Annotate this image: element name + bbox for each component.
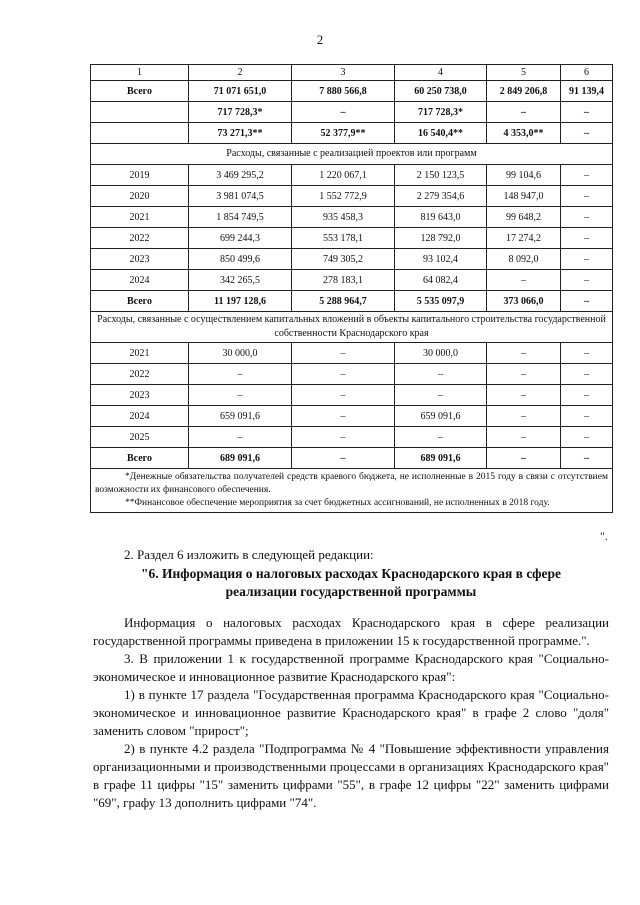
table-cell: 1 854 749,5	[189, 207, 292, 228]
table-cell: 373 066,0	[487, 291, 561, 312]
table-row	[91, 186, 613, 207]
table-cell: 2020	[91, 186, 189, 207]
table-cell: 91 139,4	[561, 81, 613, 102]
table-cell: 1 220 067,1	[292, 165, 395, 186]
table-cell: 148 947,0	[487, 186, 561, 207]
table-cell: –	[487, 385, 561, 406]
table-row	[91, 448, 613, 469]
table-row	[91, 291, 613, 312]
table-cell: Всего	[91, 291, 189, 312]
table-cell: –	[561, 448, 613, 469]
table-cell: –	[292, 427, 395, 448]
table-cell: 7 880 566,8	[292, 81, 395, 102]
table-cell: 2024	[91, 406, 189, 427]
section-title-row	[91, 312, 613, 343]
table-cell: 342 265,5	[189, 270, 292, 291]
table-cell: 2021	[91, 207, 189, 228]
table-row	[91, 406, 613, 427]
table-cell: –	[487, 364, 561, 385]
table-cell: –	[561, 406, 613, 427]
table-cell: 2022	[91, 228, 189, 249]
table-cell: –	[292, 343, 395, 364]
table-cell: 699 244,3	[189, 228, 292, 249]
table-cell: –	[561, 343, 613, 364]
table-cell: 52 377,9**	[292, 123, 395, 144]
table-row	[91, 165, 613, 186]
table-row	[91, 228, 613, 249]
table-cell: 2019	[91, 165, 189, 186]
page-number: 2	[316, 32, 324, 47]
table-cell: Всего	[91, 448, 189, 469]
table-cell: –	[189, 385, 292, 406]
table-cell: 2 279 354,6	[395, 186, 487, 207]
table-cell: –	[561, 123, 613, 144]
table-cell: –	[292, 385, 395, 406]
column-number: 1	[91, 65, 189, 81]
item-3-text: 3. В приложении 1 к государственной программе Краснодарского края "Социально-экономическое и инновационное развитие Краснодарского края":	[93, 651, 609, 684]
table-cell: –	[395, 364, 487, 385]
table-row	[91, 385, 613, 406]
table-cell: –	[487, 427, 561, 448]
table-cell: 2022	[91, 364, 189, 385]
total-row	[91, 102, 613, 123]
table-cell: 30 000,0	[395, 343, 487, 364]
section-title: Расходы, связанные с осуществлением капитальных вложений в объекты капитального строительства государственной собственности Краснодарского края	[91, 312, 613, 343]
table-cell: –	[487, 406, 561, 427]
table-cell: 689 091,6	[189, 448, 292, 469]
budget-table	[90, 64, 613, 513]
table-cell: –	[292, 448, 395, 469]
table-cell: 5 288 964,7	[292, 291, 395, 312]
table-row	[91, 249, 613, 270]
section-title: Расходы, связанные с реализацией проектов или программ	[91, 144, 613, 165]
closing-quote: ".	[600, 529, 608, 543]
table-cell: 2023	[91, 249, 189, 270]
table-cell: –	[561, 249, 613, 270]
table-cell: –	[292, 364, 395, 385]
table-cell: –	[561, 270, 613, 291]
table-cell: 850 499,6	[189, 249, 292, 270]
table-cell: 2 150 123,5	[395, 165, 487, 186]
table-cell: –	[487, 448, 561, 469]
table-cell: 8 092,0	[487, 249, 561, 270]
footnote: *Денежные обязательства получателей средств краевого бюджета, не исполненные в 2015 году в связи с отсутствием возможности их финансового обеспечения.	[95, 472, 608, 495]
table-cell: –	[395, 427, 487, 448]
table-cell: –	[561, 165, 613, 186]
footnote-row	[91, 469, 613, 513]
table-row	[91, 207, 613, 228]
table-cell: 60 250 738,0	[395, 81, 487, 102]
table-cell: 2023	[91, 385, 189, 406]
column-number: 6	[561, 65, 613, 81]
table-cell: 2024	[91, 270, 189, 291]
table-cell	[91, 123, 189, 144]
table-cell: –	[561, 228, 613, 249]
item-2-text: 2. Раздел 6 изложить в следующей редакции:	[124, 547, 374, 562]
table-cell: 749 305,2	[292, 249, 395, 270]
table-cell: 99 104,6	[487, 165, 561, 186]
table-row	[91, 270, 613, 291]
table-cell: Всего	[91, 81, 189, 102]
table-cell: –	[189, 364, 292, 385]
table-cell: –	[395, 385, 487, 406]
table-header-row	[91, 65, 613, 81]
section-title-row	[91, 144, 613, 165]
table-cell: 717 728,3*	[189, 102, 292, 123]
table-cell: 30 000,0	[189, 343, 292, 364]
table-cell: 17 274,2	[487, 228, 561, 249]
info-paragraph: Информация о налоговых расходах Краснодарского края в сфере реализации государственной программы приведена в приложении 15 к государственной программе.".	[93, 615, 609, 648]
table-cell: 5 535 097,9	[395, 291, 487, 312]
table-cell: 278 183,1	[292, 270, 395, 291]
footnote: **Финансовое обеспечение мероприятия за счет бюджетных ассигнований, не исполненных в 2018 году.	[125, 498, 550, 508]
table-cell: 11 197 128,6	[189, 291, 292, 312]
table-cell: –	[487, 343, 561, 364]
table-cell: 2025	[91, 427, 189, 448]
table-cell: 16 540,4**	[395, 123, 487, 144]
table-cell: 4 353,0**	[487, 123, 561, 144]
column-number: 4	[395, 65, 487, 81]
table-row	[91, 343, 613, 364]
table-cell: 2 849 206,8	[487, 81, 561, 102]
table-cell: 553 178,1	[292, 228, 395, 249]
table-cell: 3 981 074,5	[189, 186, 292, 207]
table-cell: 64 082,4	[395, 270, 487, 291]
table-cell: –	[487, 270, 561, 291]
table-cell: –	[487, 102, 561, 123]
column-number: 2	[189, 65, 292, 81]
table-cell: 689 091,6	[395, 448, 487, 469]
table-cell: 73 271,3**	[189, 123, 292, 144]
table-cell: 819 643,0	[395, 207, 487, 228]
table-cell: 3 469 295,2	[189, 165, 292, 186]
table-cell: 659 091,6	[189, 406, 292, 427]
total-row	[91, 81, 613, 102]
subitem-1-text: 1) в пункте 17 раздела "Государственная программа Краснодарского края "Социально-экономическое и инновационное развитие Краснодарского края" в графе 2 слово "доля" заменить словом "прирост";	[93, 687, 609, 738]
table-cell: 128 792,0	[395, 228, 487, 249]
table-cell: –	[561, 385, 613, 406]
table-cell: 935 458,3	[292, 207, 395, 228]
table-cell: –	[292, 406, 395, 427]
table-cell: 2021	[91, 343, 189, 364]
table-cell: 659 091,6	[395, 406, 487, 427]
column-number: 3	[292, 65, 395, 81]
table-cell: 1 552 772,9	[292, 186, 395, 207]
table-row	[91, 427, 613, 448]
table-cell: –	[561, 291, 613, 312]
footnotes-cell	[91, 469, 613, 513]
table-cell: 99 648,2	[487, 207, 561, 228]
table-cell: 71 071 651,0	[189, 81, 292, 102]
section-6-heading: "6. Информация о налоговых расходах Краснодарского края в сфере реализации государственной программы	[141, 566, 561, 599]
table-row	[91, 364, 613, 385]
table-cell: –	[561, 427, 613, 448]
table-cell: 717 728,3*	[395, 102, 487, 123]
table-cell: –	[292, 102, 395, 123]
table-cell: –	[561, 186, 613, 207]
table-cell: 93 102,4	[395, 249, 487, 270]
column-number: 5	[487, 65, 561, 81]
table-cell: –	[561, 102, 613, 123]
table-cell: –	[561, 364, 613, 385]
total-row	[91, 123, 613, 144]
table-cell	[91, 102, 189, 123]
subitem-2-text: 2) в пункте 4.2 раздела "Подпрограмма № 4 "Повышение эффективности управления организационными и производственными процессами в организациях Краснодарского края" в графе 11 цифры "15" заменить цифрами "55", в графе 12 цифры "22" заменить цифрами "69", графу 13 дополнить цифрами "74".	[93, 741, 609, 810]
table-cell: –	[189, 427, 292, 448]
table-cell: –	[561, 207, 613, 228]
